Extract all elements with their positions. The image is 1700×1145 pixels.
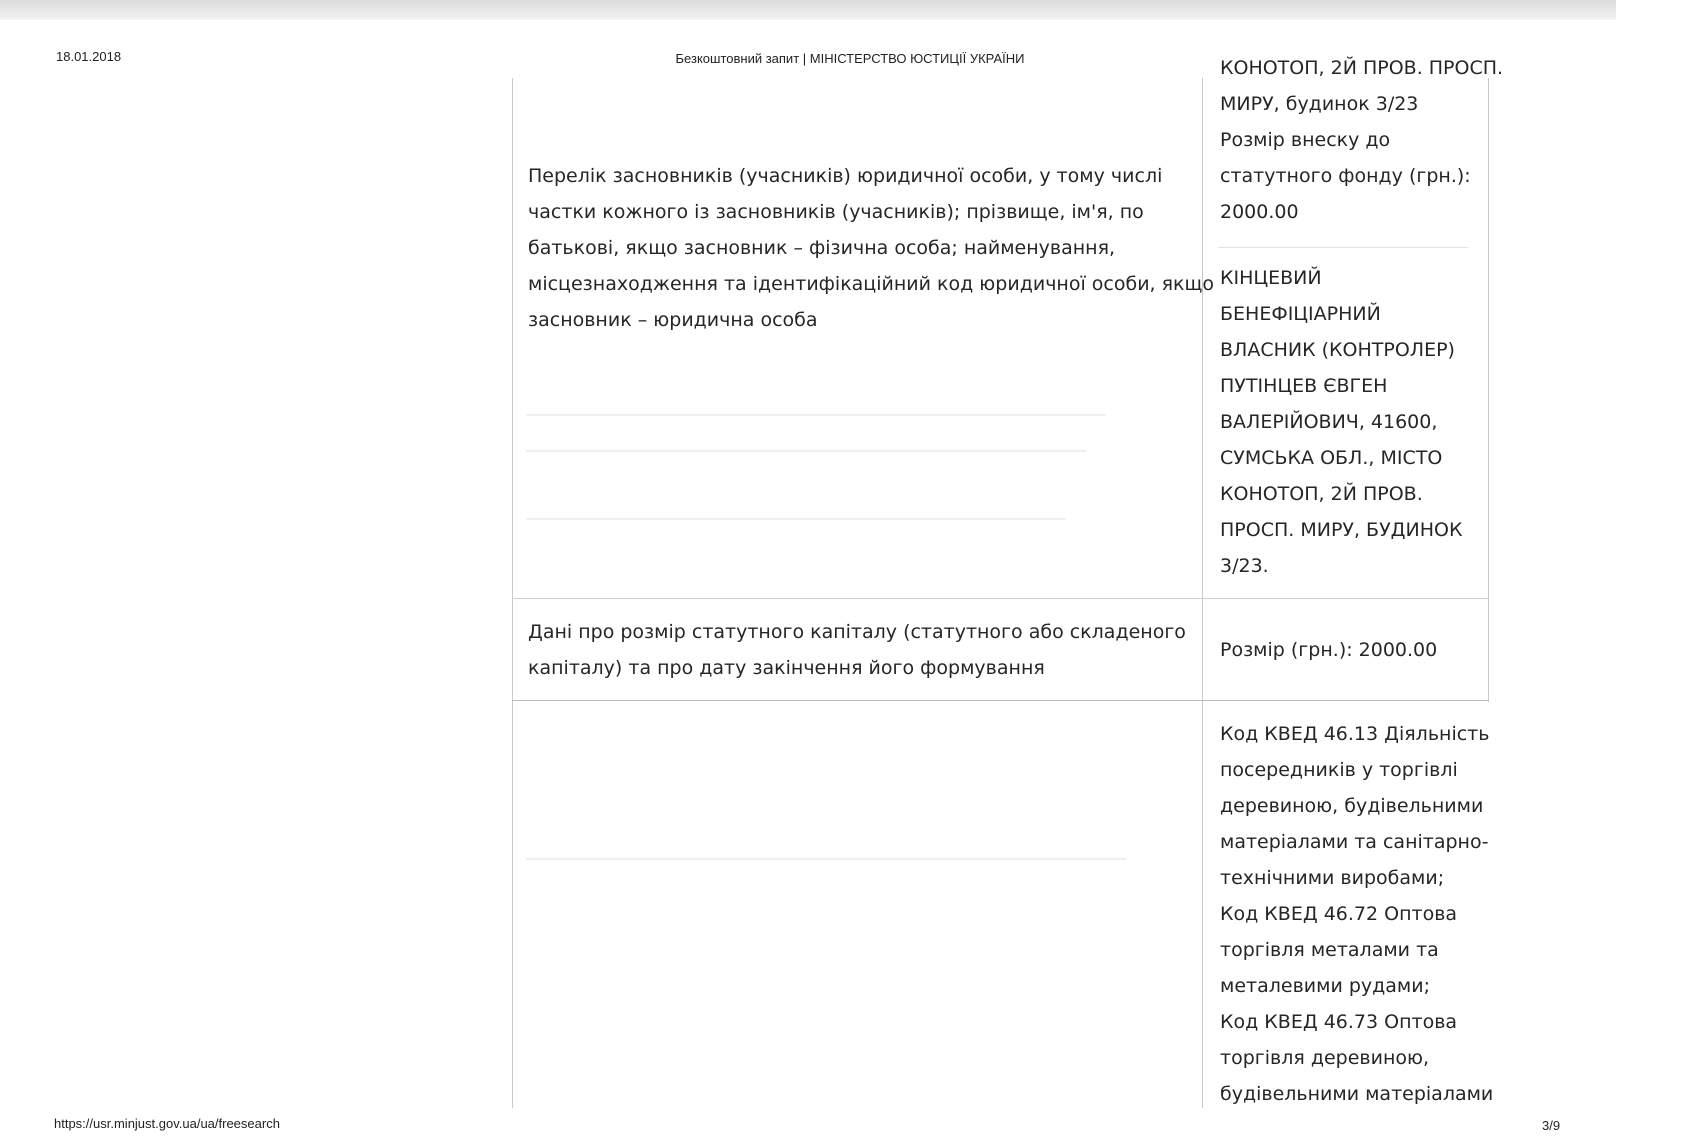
row-divider <box>512 700 1489 701</box>
table-left-border <box>512 78 513 1108</box>
capital-value: Розмір (грн.): 2000.00 <box>1220 639 1438 661</box>
capital-label: Дані про розмір статутного капіталу (статутного або складеного капіталу) та про дату закінчення його формування <box>528 621 1186 679</box>
value-separator <box>1218 247 1468 248</box>
founders-label: Перелік засновників (учасників) юридичної особи, у тому числі частки кожного із засновників (учасників); прізвище, ім'я, по батькові, якщо засновник – фізична особа; найменування, місцезнаходження та ідентифікаційний код юридичної особи, якщо засновник – юридична особа <box>528 165 1215 331</box>
print-date: 18.01.2018 <box>56 49 122 64</box>
beneficiary-value: КІНЦЕВИЙ БЕНЕФІЦІАРНИЙ ВЛАСНИК (КОНТРОЛЕР) ПУТІНЦЕВ ЄВГЕН ВАЛЕРІЙОВИЧ, 41600, СУМСЬКА ОБЛ., МІСТО КОНОТОП, 2Й ПРОВ. ПРОСП. МИРУ, БУДИНОК 3/23. <box>1220 267 1463 577</box>
page-title: Безкоштовний запит | МІНІСТЕРСТВО ЮСТИЦІЇ УКРАЇНИ <box>675 51 1025 66</box>
scan-ghost <box>526 450 1086 452</box>
page-number: 3/9 <box>1542 1118 1561 1133</box>
founders-value: КОНОТОП, 2Й ПРОВ. ПРОСП. МИРУ, будинок 3/23 Розмір внеску до статутного фонду (грн.): 2000.00 <box>1220 57 1504 223</box>
activities-value: Код КВЕД 46.13 Діяльність посередників у торгівлі деревиною, будівельними матеріалами та санітарно- технічними виробами; Код КВЕД 46.72 Оптова торгівля металами та металевими рудами; Код КВЕД 46.73 Оптова торгівля деревиною, будівельними матеріалами <box>1220 723 1494 1105</box>
scan-edge <box>0 0 1616 20</box>
row-divider <box>512 598 1489 599</box>
scan-ghost <box>526 518 1066 520</box>
source-url: https://usr.minjust.gov.ua/ua/freesearch <box>54 1116 280 1131</box>
scan-ghost <box>526 858 1126 860</box>
scan-ghost <box>526 414 1106 416</box>
